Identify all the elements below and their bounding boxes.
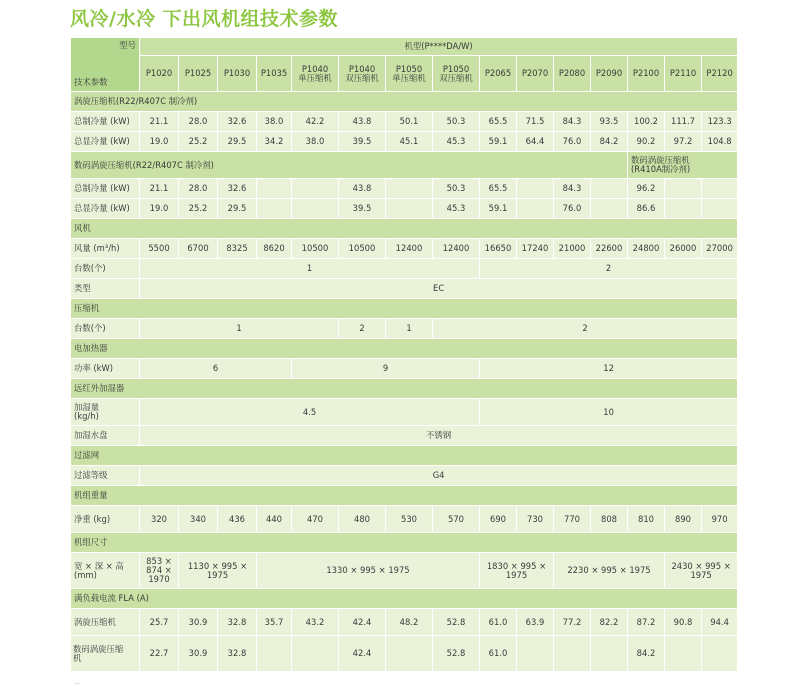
row-scroll-total — [71, 112, 737, 131]
model-name: P1040 双压缩机 — [339, 56, 385, 91]
model-name: P2100 — [628, 56, 664, 91]
value-cell: 63.9 — [517, 609, 553, 635]
value-cell: 19.0 — [140, 199, 178, 218]
row-fan-type — [71, 279, 737, 298]
row-digital-sensible — [71, 199, 737, 218]
model-name: P2090 — [591, 56, 627, 91]
row-label: 类型 — [71, 279, 139, 298]
value-cell: 38.0 — [257, 112, 291, 131]
section-title: 压缩机 — [71, 299, 737, 318]
model-label: 型号 — [119, 40, 136, 50]
value-cell: 22.7 — [140, 636, 178, 671]
value-cell: 2 — [433, 319, 737, 338]
value-cell: 90.2 — [628, 132, 664, 151]
row-label: 台数(个) — [71, 319, 139, 338]
value-cell: 2430 × 995 × 1975 — [665, 553, 737, 588]
value-cell: 5500 — [140, 239, 178, 258]
value-cell: 86.6 — [628, 199, 664, 218]
value-cell: 65.5 — [480, 112, 516, 131]
value-cell: 84.2 — [591, 132, 627, 151]
model-name: P1030 — [218, 56, 256, 91]
value-cell: 76.0 — [554, 132, 590, 151]
row-label: 总制冷量 (kW) — [71, 179, 139, 198]
value-cell: 570 — [433, 506, 479, 532]
value-cell: 52.8 — [433, 609, 479, 635]
value-cell: 42.4 — [339, 609, 385, 635]
value-cell: 2230 × 995 × 1975 — [554, 553, 664, 588]
value-cell: 22600 — [591, 239, 627, 258]
section-filter — [71, 446, 737, 465]
value-cell: 30.9 — [179, 609, 217, 635]
section-title: 远红外加湿器 — [71, 379, 737, 398]
row-label: 总显冷量 (kW) — [71, 132, 139, 151]
value-cell: 39.5 — [339, 199, 385, 218]
value-cell — [702, 636, 737, 671]
row-label: 数码涡旋压缩 机 — [71, 636, 139, 671]
row-label: 总制冷量 (kW) — [71, 112, 139, 131]
value-cell: 8325 — [218, 239, 256, 258]
value-cell: G4 — [140, 466, 737, 485]
value-cell: 111.7 — [665, 112, 701, 131]
value-cell — [386, 636, 432, 671]
value-cell: 730 — [517, 506, 553, 532]
value-cell: 436 — [218, 506, 256, 532]
value-cell: 340 — [179, 506, 217, 532]
value-cell: 770 — [554, 506, 590, 532]
value-cell: 440 — [257, 506, 291, 532]
value-cell: 不锈钢 — [140, 426, 737, 445]
value-cell: 84.3 — [554, 179, 590, 198]
value-cell: 480 — [339, 506, 385, 532]
value-cell: 29.5 — [218, 199, 256, 218]
value-cell — [292, 636, 338, 671]
value-cell: 50.3 — [433, 179, 479, 198]
row-label: 加湿量 (kg/h) — [71, 399, 139, 425]
value-cell: 12400 — [386, 239, 432, 258]
value-cell — [591, 179, 627, 198]
row-heater-power — [71, 359, 737, 378]
value-cell — [591, 636, 627, 671]
section-humidifier — [71, 379, 737, 398]
value-cell: 1 — [140, 319, 338, 338]
row-label: 功率 (kW) — [71, 359, 139, 378]
value-cell: 25.2 — [179, 199, 217, 218]
model-name: P2065 — [480, 56, 516, 91]
value-cell — [665, 179, 701, 198]
row-label: 台数(个) — [71, 259, 139, 278]
value-cell: 30.9 — [179, 636, 217, 671]
row-scroll-sensible — [71, 132, 737, 151]
value-cell — [702, 199, 737, 218]
value-cell: 2 — [480, 259, 737, 278]
value-cell: 50.3 — [433, 112, 479, 131]
section-title: 电加热器 — [71, 339, 737, 358]
header-row-series — [71, 38, 737, 55]
value-cell: 61.0 — [480, 636, 516, 671]
model-name: P2120 — [702, 56, 737, 91]
section-title: 满负载电流 FLA (A) — [71, 589, 737, 608]
value-cell: 32.6 — [218, 179, 256, 198]
param-label: 技术参数 — [74, 77, 108, 87]
row-label: 净重 (kg) — [71, 506, 139, 532]
value-cell: 12400 — [433, 239, 479, 258]
value-cell: 530 — [386, 506, 432, 532]
value-cell: 35.7 — [257, 609, 291, 635]
value-cell — [591, 199, 627, 218]
value-cell: 123.3 — [702, 112, 737, 131]
spec-table — [70, 37, 738, 672]
value-cell: 34.2 — [257, 132, 291, 151]
row-label: 加湿水盘 — [71, 426, 139, 445]
value-cell: 690 — [480, 506, 516, 532]
value-cell: 96.2 — [628, 179, 664, 198]
value-cell: 43.8 — [339, 112, 385, 131]
value-cell: 470 — [292, 506, 338, 532]
value-cell: 82.2 — [591, 609, 627, 635]
value-cell: 28.0 — [179, 179, 217, 198]
value-cell: 59.1 — [480, 132, 516, 151]
value-cell: 87.2 — [628, 609, 664, 635]
row-humid-pan — [71, 426, 737, 445]
model-name: P1035 — [257, 56, 291, 91]
section-weight — [71, 486, 737, 505]
model-name: P2070 — [517, 56, 553, 91]
value-cell — [665, 636, 701, 671]
value-cell: 76.0 — [554, 199, 590, 218]
value-cell: 970 — [702, 506, 737, 532]
value-cell: 29.5 — [218, 132, 256, 151]
row-airflow — [71, 239, 737, 258]
row-comp-qty — [71, 319, 737, 338]
row-fla-scroll — [71, 609, 737, 635]
value-cell — [517, 199, 553, 218]
value-cell: 25.7 — [140, 609, 178, 635]
value-cell: 42.2 — [292, 112, 338, 131]
row-label: 总显冷量 (kW) — [71, 199, 139, 218]
value-cell: 25.2 — [179, 132, 217, 151]
row-humid-capacity — [71, 399, 737, 425]
section-dimension — [71, 533, 737, 552]
value-cell — [257, 199, 291, 218]
value-cell: 1 — [140, 259, 479, 278]
model-name: P1050 双压缩机 — [433, 56, 479, 91]
value-cell: 26000 — [665, 239, 701, 258]
value-cell: 97.2 — [665, 132, 701, 151]
row-digital-total — [71, 179, 737, 198]
value-cell — [386, 179, 432, 198]
value-cell: 38.0 — [292, 132, 338, 151]
value-cell: 45.3 — [433, 199, 479, 218]
value-cell: 42.4 — [339, 636, 385, 671]
value-cell — [517, 636, 553, 671]
section-title: 涡旋压缩机(R22/R407C 制冷剂) — [71, 92, 737, 111]
value-cell: 21000 — [554, 239, 590, 258]
row-filter-grade — [71, 466, 737, 485]
value-cell: 810 — [628, 506, 664, 532]
value-cell: 9 — [292, 359, 479, 378]
value-cell — [292, 199, 338, 218]
value-cell: 890 — [665, 506, 701, 532]
model-name: P2110 — [665, 56, 701, 91]
value-cell: 6700 — [179, 239, 217, 258]
row-label: 风量 (m³/h) — [71, 239, 139, 258]
value-cell: 28.0 — [179, 112, 217, 131]
value-cell: 45.3 — [433, 132, 479, 151]
value-cell: 17240 — [517, 239, 553, 258]
value-cell: 1330 × 995 × 1975 — [257, 553, 479, 588]
value-cell: 48.2 — [386, 609, 432, 635]
value-cell: 21.1 — [140, 179, 178, 198]
model-name: P1025 — [179, 56, 217, 91]
row-fla-digital — [71, 636, 737, 671]
value-cell: 12 — [480, 359, 737, 378]
value-cell: 32.8 — [218, 609, 256, 635]
value-cell — [257, 179, 291, 198]
value-cell: 1130 × 995 × 1975 — [179, 553, 256, 588]
value-cell: 43.8 — [339, 179, 385, 198]
page-title: 风冷/水冷 下出风机组技术参数 — [70, 8, 339, 30]
value-cell: 84.2 — [628, 636, 664, 671]
value-cell: 808 — [591, 506, 627, 532]
section-heater — [71, 339, 737, 358]
value-cell: EC — [140, 279, 737, 298]
footer-mark: … — [74, 678, 81, 686]
value-cell: 43.2 — [292, 609, 338, 635]
value-cell: 104.8 — [702, 132, 737, 151]
section-compressor — [71, 299, 737, 318]
value-cell: 19.0 — [140, 132, 178, 151]
value-cell: 10 — [480, 399, 737, 425]
value-cell: 50.1 — [386, 112, 432, 131]
value-cell: 320 — [140, 506, 178, 532]
value-cell: 77.2 — [554, 609, 590, 635]
section-fla — [71, 589, 737, 608]
value-cell: 6 — [140, 359, 291, 378]
value-cell: 1830 × 995 × 1975 — [480, 553, 553, 588]
section-title: 过滤网 — [71, 446, 737, 465]
value-cell: 16650 — [480, 239, 516, 258]
row-label: 涡旋压缩机 — [71, 609, 139, 635]
value-cell: 32.6 — [218, 112, 256, 131]
value-cell: 39.5 — [339, 132, 385, 151]
model-name: P1040 单压缩机 — [292, 56, 338, 91]
value-cell: 1 — [386, 319, 432, 338]
row-dims — [71, 553, 737, 588]
section-title-r410a: 数码涡旋压缩机 (R410A制冷剂) — [628, 152, 737, 178]
header-row-models — [71, 56, 737, 91]
section-title: 数码涡旋压缩机(R22/R407C 制冷剂) — [71, 152, 627, 178]
value-cell: 24800 — [628, 239, 664, 258]
value-cell: 94.4 — [702, 609, 737, 635]
value-cell — [257, 636, 291, 671]
value-cell: 100.2 — [628, 112, 664, 131]
header-corner — [71, 38, 139, 91]
value-cell: 21.1 — [140, 112, 178, 131]
model-name: P1050 单压缩机 — [386, 56, 432, 91]
value-cell: 93.5 — [591, 112, 627, 131]
section-digital — [71, 152, 737, 178]
value-cell: 71.5 — [517, 112, 553, 131]
row-label: 过滤等级 — [71, 466, 139, 485]
value-cell: 4.5 — [140, 399, 479, 425]
value-cell: 90.8 — [665, 609, 701, 635]
model-name: P2080 — [554, 56, 590, 91]
value-cell: 84.3 — [554, 112, 590, 131]
value-cell — [702, 179, 737, 198]
value-cell — [386, 199, 432, 218]
section-title: 风机 — [71, 219, 737, 238]
value-cell: 10500 — [292, 239, 338, 258]
model-name: P1020 — [140, 56, 178, 91]
model-series: 机型(P****DA/W) — [140, 38, 737, 55]
value-cell: 10500 — [339, 239, 385, 258]
value-cell — [554, 636, 590, 671]
section-fan — [71, 219, 737, 238]
value-cell — [292, 179, 338, 198]
value-cell: 32.8 — [218, 636, 256, 671]
section-title: 机组重量 — [71, 486, 737, 505]
value-cell: 64.4 — [517, 132, 553, 151]
value-cell: 45.1 — [386, 132, 432, 151]
value-cell: 27000 — [702, 239, 737, 258]
value-cell: 61.0 — [480, 609, 516, 635]
section-scroll — [71, 92, 737, 111]
row-fan-qty — [71, 259, 737, 278]
section-title: 机组尺寸 — [71, 533, 737, 552]
value-cell — [517, 179, 553, 198]
value-cell: 59.1 — [480, 199, 516, 218]
value-cell: 52.8 — [433, 636, 479, 671]
row-label: 宽 × 深 × 高 (mm) — [71, 553, 139, 588]
value-cell: 853 × 874 × 1970 — [140, 553, 178, 588]
value-cell: 65.5 — [480, 179, 516, 198]
value-cell: 8620 — [257, 239, 291, 258]
row-net-weight — [71, 506, 737, 532]
value-cell — [665, 199, 701, 218]
value-cell: 2 — [339, 319, 385, 338]
